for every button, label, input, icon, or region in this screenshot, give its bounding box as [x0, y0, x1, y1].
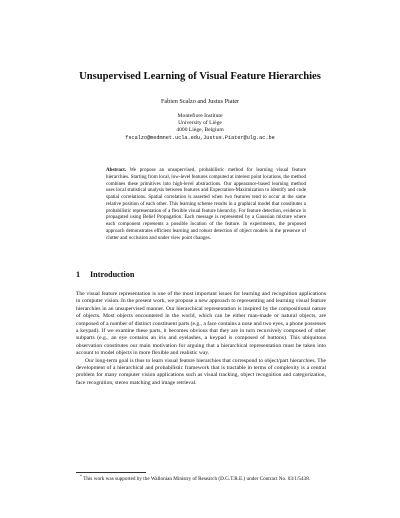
abstract — [106, 167, 306, 241]
footnote-mark: * — [80, 473, 82, 479]
section-title: Introduction — [90, 270, 135, 279]
affiliation-block — [40, 113, 360, 142]
paper-title: Unsupervised Learning of Visual Feature Hierarchies — [79, 71, 321, 82]
footnote — [80, 473, 326, 483]
affiliation-university: University of Liège — [178, 120, 222, 127]
abstract-label: Abstract. — [106, 167, 127, 173]
section-number: 1 — [76, 270, 81, 279]
affiliation-address: 4000 Liège, Belgium — [176, 127, 224, 134]
footnote-text: This work was supported by the Wallonian Ministry of Research (D.G.T.R.E.) under Contract No. 03/1/5438. — [83, 476, 311, 482]
section-heading — [76, 270, 134, 279]
author-names: Fabien Scalzo and Justus Piater — [160, 98, 240, 105]
affiliation-institute: Montefiore Institute — [177, 113, 223, 119]
body-paragraph: The visual feature representation is one of the most important issues for learning and recognition applications in computer vision. In the present work, we propose a new approach to representing and learning visual feature hierarchies in an unsupervised manner. Our hierarchical representation is inspired by the compositional nature of objects. Most objects encountered in the world, which can be either man-made or natural objects, are composed of a number of distinct constituent parts (e.g., a face contains a nose and two eyes, a phone possesses a keypad). If we examine these parts, it becomes obvious that they are in turn recursively composed of other subparts (e.g., an eye contains an iris and eyelashes, a keypad is composed of buttons). This ubiquitous observation constitutes our main motivation for arguing that a hierarchical representation must be taken into account to model objects in more flexible and realistic way. — [76, 291, 326, 357]
abstract-text: We propose an unsupervised, probabilistic method for learning visual feature hierarchies. Starting from local, low-level features computed at interest point locations, the method combines these primitives into high-level abstractions. Our appearance-based learning method uses local statistical analysis between features and Expectation-Maximization to identify and code spatial correlations. Spatial correlation is asserted when two features tend to occur at the same relative position of each other. This learning scheme results in a graphical model that constitutes a probabilistic representation of a flexible visual feature hierarchy. For feature detection, evidence is propagated using Belief Propagation. Each message is represented by a Gaussian mixture where each component represents a possible location of the feature. In experiments, the proposed approach demonstrates efficient learning and robust detection of object models in the presence of clutter and occlusion and under view point changes. — [106, 167, 306, 241]
section-body — [76, 291, 326, 387]
author-emails: fscalzo@medmnet.ucla.edu,Justus.Piater@ulg.ac.be — [125, 134, 275, 141]
body-paragraph: Our long-term goal is thus to learn visual feature hierarchies that correspond to object/part hierarchies. The development of a hierarchical and probabilistic framework that is tractable in terms of complexity is a central problem for many computer vision applications such as visual tracking, object recognition and categorization, face recognition, stereo matching and image retrieval. — [76, 357, 326, 386]
footnote-rule — [76, 472, 146, 473]
